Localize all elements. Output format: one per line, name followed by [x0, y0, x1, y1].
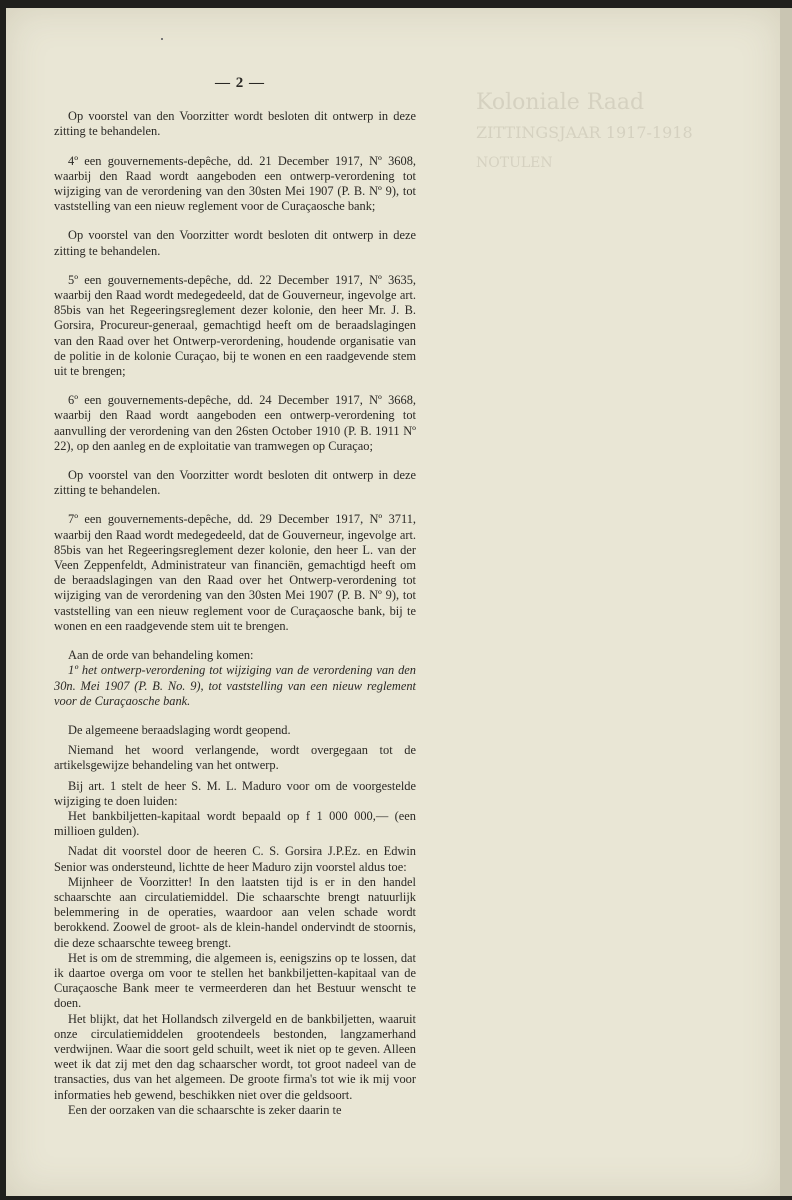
paragraph: Op voorstel van den Voorzitter wordt besloten dit ontwerp in deze zitting te behandelen. [54, 468, 416, 498]
paragraph: De algemeene beraadslaging wordt geopend. [68, 722, 291, 737]
paragraph: 4º een gouvernements-depêche, dd. 21 December 1917, Nº 3608, waarbij den Raad wordt aangeboden een ontwerp-verordening tot wijziging van de verordening van den 30sten Mei 1907 (P. B. Nº 9), tot vaststelling van een nieuw reglement voor de Curaçaosche bank; [54, 153, 416, 214]
paragraph: Het is om de stremming, die algemeen is, eenigszins op te lossen, dat ik daartoe overga om voor te stellen het bankbiljetten-kapitaal van de Curaçaosche Bank meer te vermeerderen dan het Bestuur wenscht te doen. [54, 950, 416, 1011]
paragraph: 6º een gouvernements-depêche, dd. 24 December 1917, Nº 3668, waarbij den Raad wordt aangeboden een ontwerp-verordening tot aanvulling der verordening van den 26sten October 1910 (P. B. 1911 Nº 22), op den aanleg en de exploitatie van tramwegen op Curaçao; [54, 393, 416, 453]
paragraph: Een der oorzaken van die schaarschte is zeker daarin te [68, 1102, 342, 1117]
bleed-through-text [476, 88, 756, 208]
bleed-line-3: NOTULEN [476, 155, 553, 171]
page-edge [780, 8, 792, 1196]
page-number: — 2 — [215, 75, 265, 91]
paragraph: Bij art. 1 stelt de heer S. M. L. Maduro voor om de voorgestelde wijziging te doen luiden: [54, 778, 416, 808]
paragraph: Het bankbiljetten-kapitaal wordt bepaald op f 1 000 000,— (een millioen gulden). [54, 808, 416, 839]
paragraph: Nadat dit voorstel door de heeren C. S. Gorsira J.P.Ez. en Edwin Senior was ondersteund, lichtte de heer Maduro zijn voorstel aldus toe: [54, 844, 416, 874]
agenda-item: 1º het ontwerp-verordening tot wijziging van de verordening van den 30n. Mei 1907 (P. B. No. 9), tot vaststelling van een nieuw reglement voor de Curaçaosche bank. [54, 663, 416, 708]
paragraph: Niemand het woord verlangende, wordt overgegaan tot de artikelsgewijze behandeling van het ontwerp. [54, 743, 416, 773]
paragraph: Het blijkt, dat het Hollandsch zilvergeld en de bankbiljetten, waaruit onze circulatiemiddelen grootendeels bestonden, langzamerhand verdwijnen. Waar die soort geld schuilt, weet ik niet op te geven. Alleen weet ik dat zij met den dag schaarscher wordt, tot groot nadeel van de transacties, dus van het algemeen. De groote firma's tot wie ik mij voor informaties heb gewend, beschikken niet over die geldsoort. [54, 1011, 416, 1102]
paragraph: Mijnheer de Voorzitter! In den laatsten tijd is er in den handel schaarschte aan circulatiemiddel. Die schaarschte brengt natuurlijk belemmering in de operaties, waardoor aan velen schade wordt berokkend. Zoowel de groot- als de klein-handel ondervindt de stoornis, die deze schaarschte teweeg brengt. [54, 874, 416, 950]
speck [161, 38, 163, 40]
page-content [54, 76, 416, 1118]
paragraph: Op voorstel van den Voorzitter wordt besloten dit ontwerp in deze zitting te behandelen. [54, 228, 416, 258]
paragraph: 7º een gouvernements-depêche, dd. 29 December 1917, Nº 3711, waarbij den Raad wordt medegedeeld, dat de Gouverneur, ingevolge art. 85bis van het Regeeringsreglement dezer kolonie, den heer L. van der Veen Zeppenfeldt, Administrateur van financiën, gemachtigd heeft om de beraadslagingen van den Raad over het Ontwerp-verordening tot wijziging van de verordening van den 30sten Mei 1907 (P. B. Nº 9), tot vaststelling van een nieuw reglement voor de Curaçaosche bank, bij te wonen en een raadgevende stem uit te brengen. [54, 512, 416, 633]
bleed-line-2: ZITTINGSJAAR 1917-1918 [476, 123, 693, 142]
bleed-line-1: Koloniale Raad [476, 90, 645, 115]
paragraph: Op voorstel van den Voorzitter wordt besloten dit ontwerp in deze zitting te behandelen. [54, 109, 416, 139]
paragraph: 5º een gouvernements-depêche, dd. 22 December 1917, Nº 3635, waarbij den Raad wordt medegedeeld, dat de Gouverneur, ingevolge art. 85bis van het Regeeringsreglement dezer kolonie, den heer Mr. J. B. Gorsira, Procureur-generaal, gemachtigd heeft om de beraadslagingen van den Raad over het Ontwerp-verordening, houdende organisatie van de politie in de kolonie Curaçao, bij te wonen en een raadgevende stem uit te brengen; [54, 272, 416, 379]
paragraph: Aan de orde van behandeling komen: [68, 648, 254, 663]
